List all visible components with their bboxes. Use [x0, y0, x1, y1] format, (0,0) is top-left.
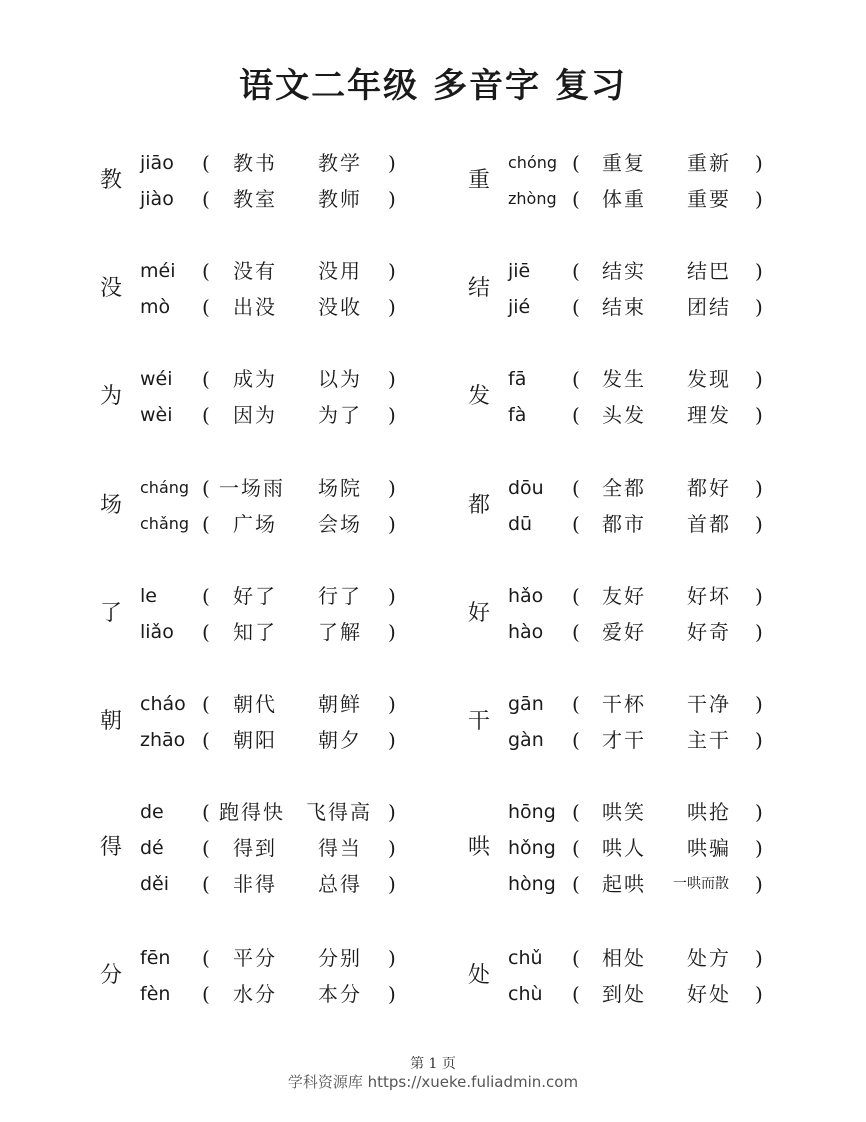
- close-paren: ): [388, 151, 396, 175]
- page-number: 第 1 页: [410, 1056, 456, 1072]
- pinyin: chǎng: [140, 514, 190, 533]
- reading-row: [508, 289, 838, 325]
- headword-char: 哄: [468, 835, 491, 860]
- reading-row: [140, 722, 470, 758]
- entry-group: [100, 940, 400, 1014]
- headword-char: 分: [100, 963, 123, 988]
- pinyin: hōng: [508, 801, 556, 823]
- close-paren: ): [755, 584, 763, 608]
- pinyin: dōu: [508, 477, 544, 499]
- entry-group: [100, 686, 400, 760]
- entry-group: [468, 794, 768, 904]
- example-word-2: 总得: [318, 872, 362, 896]
- example-word-2: 会场: [318, 512, 362, 536]
- reading-row: [140, 614, 470, 650]
- close-paren: ): [388, 728, 396, 752]
- open-paren: (: [572, 982, 580, 1006]
- open-paren: (: [202, 187, 210, 211]
- headword-char: 干: [468, 709, 491, 734]
- close-paren: ): [755, 728, 763, 752]
- open-paren: (: [202, 295, 210, 319]
- example-word-1: 干杯: [602, 692, 646, 716]
- close-paren: ): [755, 692, 763, 716]
- reading-row: [508, 722, 838, 758]
- headword-char: 场: [100, 493, 123, 518]
- example-word-1: 出没: [233, 295, 277, 319]
- headword-char: 了: [100, 601, 123, 626]
- headword-char: 结: [468, 276, 491, 301]
- example-word-2: 场院: [318, 476, 362, 500]
- example-word-1: 知了: [233, 620, 277, 644]
- open-paren: (: [202, 620, 210, 644]
- example-word-1: 才干: [602, 728, 646, 752]
- example-word-2: 了解: [318, 620, 362, 644]
- open-paren: (: [572, 512, 580, 536]
- close-paren: ): [755, 982, 763, 1006]
- pinyin: wéi: [140, 368, 173, 390]
- open-paren: (: [202, 151, 210, 175]
- example-word-1: 跑得快: [219, 800, 285, 824]
- example-word-2: 为了: [318, 403, 362, 427]
- close-paren: ): [388, 403, 396, 427]
- pinyin: chóng: [508, 153, 558, 172]
- example-word-1: 教书: [233, 151, 277, 175]
- reading-row: [508, 830, 838, 866]
- close-paren: ): [755, 295, 763, 319]
- example-word-2: 结巴: [687, 259, 731, 283]
- headword-char: 发: [468, 384, 491, 409]
- entry-group: [100, 145, 400, 219]
- headword-char: 重: [468, 168, 491, 193]
- example-word-1: 水分: [233, 982, 277, 1006]
- pinyin: hòng: [508, 873, 556, 895]
- example-word-2: 得当: [318, 836, 362, 860]
- example-word-1: 哄人: [602, 836, 646, 860]
- headword-char: 教: [100, 168, 123, 193]
- example-word-2: 教师: [318, 187, 362, 211]
- open-paren: (: [572, 259, 580, 283]
- reading-row: [140, 253, 470, 289]
- example-word-2: 朝鲜: [318, 692, 362, 716]
- pinyin: jiào: [140, 188, 174, 210]
- close-paren: ): [755, 836, 763, 860]
- example-word-1: 发生: [602, 367, 646, 391]
- reading-row: [140, 940, 470, 976]
- reading-row: [140, 361, 470, 397]
- pinyin: liǎo: [140, 621, 174, 643]
- example-word-1: 因为: [233, 403, 277, 427]
- example-word-2: 哄抢: [687, 800, 731, 824]
- close-paren: ): [755, 187, 763, 211]
- close-paren: ): [388, 800, 396, 824]
- open-paren: (: [572, 800, 580, 824]
- example-word-2: 行了: [318, 584, 362, 608]
- close-paren: ): [755, 512, 763, 536]
- open-paren: (: [202, 692, 210, 716]
- example-word-2: 发现: [687, 367, 731, 391]
- reading-row: [508, 686, 838, 722]
- open-paren: (: [572, 692, 580, 716]
- reading-row: [140, 289, 470, 325]
- reading-row: [140, 578, 470, 614]
- pinyin: hǎo: [508, 585, 544, 607]
- example-word-2: 重要: [687, 187, 731, 211]
- example-word-2: 好坏: [687, 584, 731, 608]
- source-watermark: 学科资源库 https://xueke.fuliadmin.com: [287, 1073, 579, 1091]
- entry-group: [468, 578, 768, 652]
- pinyin: le: [140, 585, 157, 607]
- close-paren: ): [755, 800, 763, 824]
- pinyin: fèn: [140, 983, 171, 1005]
- example-word-2: 好奇: [687, 620, 731, 644]
- example-word-2: 飞得高: [306, 800, 372, 824]
- pinyin: fēn: [140, 947, 171, 969]
- open-paren: (: [572, 151, 580, 175]
- close-paren: ): [388, 982, 396, 1006]
- headword-char: 朝: [100, 709, 123, 734]
- entry-group: [468, 253, 768, 327]
- example-word-2: 都好: [687, 476, 731, 500]
- reading-row: [508, 506, 838, 542]
- example-word-2: 重新: [687, 151, 731, 175]
- open-paren: (: [202, 259, 210, 283]
- open-paren: (: [572, 728, 580, 752]
- open-paren: (: [572, 584, 580, 608]
- example-word-1: 头发: [602, 403, 646, 427]
- open-paren: (: [572, 476, 580, 500]
- reading-row: [140, 181, 470, 217]
- example-word-2: 没用: [318, 259, 362, 283]
- close-paren: ): [388, 367, 396, 391]
- entry-group: [100, 470, 400, 544]
- open-paren: (: [572, 620, 580, 644]
- example-word-2: 哄骗: [687, 836, 731, 860]
- pinyin: wèi: [140, 404, 173, 426]
- example-word-1: 相处: [602, 946, 646, 970]
- example-word-2: 主干: [687, 728, 731, 752]
- page-title: 语文二年级 多音字 复习: [239, 66, 627, 106]
- example-word-1: 非得: [233, 872, 277, 896]
- example-word-2: 以为: [318, 367, 362, 391]
- open-paren: (: [572, 403, 580, 427]
- open-paren: (: [202, 946, 210, 970]
- pinyin: gàn: [508, 729, 544, 751]
- reading-row: [508, 181, 838, 217]
- close-paren: ): [388, 584, 396, 608]
- open-paren: (: [572, 836, 580, 860]
- close-paren: ): [388, 872, 396, 896]
- reading-row: [140, 145, 470, 181]
- example-word-1: 朝阳: [233, 728, 277, 752]
- close-paren: ): [755, 403, 763, 427]
- example-word-2: 一哄而散: [673, 876, 729, 892]
- example-word-2: 干净: [687, 692, 731, 716]
- pinyin: zhòng: [508, 189, 557, 208]
- pinyin: hǒng: [508, 837, 556, 859]
- close-paren: ): [755, 367, 763, 391]
- example-word-1: 都市: [602, 512, 646, 536]
- example-word-2: 好处: [687, 982, 731, 1006]
- headword-char: 为: [100, 384, 123, 409]
- close-paren: ): [388, 187, 396, 211]
- entry-group: [100, 578, 400, 652]
- reading-row: [508, 614, 838, 650]
- close-paren: ): [388, 620, 396, 644]
- pinyin: fà: [508, 404, 527, 426]
- close-paren: ): [388, 259, 396, 283]
- pinyin: chù: [508, 983, 543, 1005]
- reading-row: [508, 794, 838, 830]
- example-word-1: 结实: [602, 259, 646, 283]
- example-word-1: 一场雨: [219, 476, 285, 500]
- close-paren: ): [388, 836, 396, 860]
- open-paren: (: [202, 836, 210, 860]
- entry-group: [468, 145, 768, 219]
- example-word-1: 教室: [233, 187, 277, 211]
- pinyin: dé: [140, 837, 164, 859]
- open-paren: (: [202, 367, 210, 391]
- close-paren: ): [388, 512, 396, 536]
- headword-char: 没: [100, 276, 123, 301]
- example-word-2: 团结: [687, 295, 731, 319]
- close-paren: ): [388, 476, 396, 500]
- reading-row: [508, 976, 838, 1012]
- open-paren: (: [202, 403, 210, 427]
- reading-row: [508, 361, 838, 397]
- example-word-2: 处方: [687, 946, 731, 970]
- example-word-2: 教学: [318, 151, 362, 175]
- example-word-1: 重复: [602, 151, 646, 175]
- pinyin: dū: [508, 513, 533, 535]
- example-word-1: 到处: [602, 982, 646, 1006]
- entry-group: [100, 361, 400, 435]
- open-paren: (: [202, 512, 210, 536]
- example-word-1: 哄笑: [602, 800, 646, 824]
- entry-group: [100, 253, 400, 327]
- reading-row: [508, 940, 838, 976]
- reading-row: [140, 866, 470, 902]
- example-word-2: 没收: [318, 295, 362, 319]
- reading-row: [508, 253, 838, 289]
- pinyin: jiē: [508, 260, 531, 282]
- entry-group: [468, 686, 768, 760]
- headword-char: 都: [468, 493, 491, 518]
- example-word-1: 好了: [233, 584, 277, 608]
- reading-row: [508, 145, 838, 181]
- pinyin: de: [140, 801, 164, 823]
- example-word-1: 起哄: [602, 872, 646, 896]
- example-word-1: 得到: [233, 836, 277, 860]
- open-paren: (: [202, 584, 210, 608]
- example-word-1: 朝代: [233, 692, 277, 716]
- example-word-1: 广场: [233, 512, 277, 536]
- example-word-2: 分别: [318, 946, 362, 970]
- entry-group: [468, 470, 768, 544]
- close-paren: ): [755, 476, 763, 500]
- entry-group: [468, 361, 768, 435]
- headword-char: 得: [100, 835, 123, 860]
- pinyin: jié: [508, 296, 531, 318]
- close-paren: ): [755, 872, 763, 896]
- entry-group: [468, 940, 768, 1014]
- reading-row: [140, 830, 470, 866]
- example-word-1: 友好: [602, 584, 646, 608]
- pinyin: zhāo: [140, 729, 186, 751]
- headword-char: 处: [468, 963, 491, 988]
- example-word-1: 成为: [233, 367, 277, 391]
- example-word-2: 本分: [318, 982, 362, 1006]
- pinyin: fā: [508, 368, 527, 390]
- open-paren: (: [202, 728, 210, 752]
- reading-row: [508, 866, 838, 902]
- close-paren: ): [755, 620, 763, 644]
- pinyin: mò: [140, 296, 171, 318]
- reading-row: [140, 686, 470, 722]
- example-word-1: 体重: [602, 187, 646, 211]
- example-word-2: 首都: [687, 512, 731, 536]
- pinyin: méi: [140, 260, 176, 282]
- close-paren: ): [388, 946, 396, 970]
- entry-group: [100, 794, 400, 904]
- pinyin: cháo: [140, 693, 186, 715]
- open-paren: (: [202, 476, 210, 500]
- reading-row: [140, 397, 470, 433]
- pinyin: chǔ: [508, 947, 543, 969]
- close-paren: ): [388, 692, 396, 716]
- open-paren: (: [202, 982, 210, 1006]
- close-paren: ): [388, 295, 396, 319]
- pinyin: jiāo: [140, 152, 174, 174]
- open-paren: (: [572, 872, 580, 896]
- example-word-1: 结束: [602, 295, 646, 319]
- close-paren: ): [755, 259, 763, 283]
- reading-row: [140, 976, 470, 1012]
- reading-row: [508, 578, 838, 614]
- pinyin: cháng: [140, 478, 190, 497]
- reading-row: [140, 506, 470, 542]
- example-word-1: 全都: [602, 476, 646, 500]
- pinyin: hào: [508, 621, 544, 643]
- open-paren: (: [572, 187, 580, 211]
- example-word-1: 平分: [233, 946, 277, 970]
- reading-row: [140, 470, 470, 506]
- reading-row: [140, 794, 470, 830]
- open-paren: (: [572, 946, 580, 970]
- close-paren: ): [755, 946, 763, 970]
- close-paren: ): [755, 151, 763, 175]
- open-paren: (: [202, 800, 210, 824]
- pinyin: gān: [508, 693, 544, 715]
- open-paren: (: [572, 295, 580, 319]
- open-paren: (: [202, 872, 210, 896]
- example-word-1: 爱好: [602, 620, 646, 644]
- example-word-2: 朝夕: [318, 728, 362, 752]
- reading-row: [508, 397, 838, 433]
- open-paren: (: [572, 367, 580, 391]
- headword-char: 好: [468, 601, 491, 626]
- reading-row: [508, 470, 838, 506]
- example-word-1: 没有: [233, 259, 277, 283]
- pinyin: děi: [140, 873, 170, 895]
- example-word-2: 理发: [687, 403, 731, 427]
